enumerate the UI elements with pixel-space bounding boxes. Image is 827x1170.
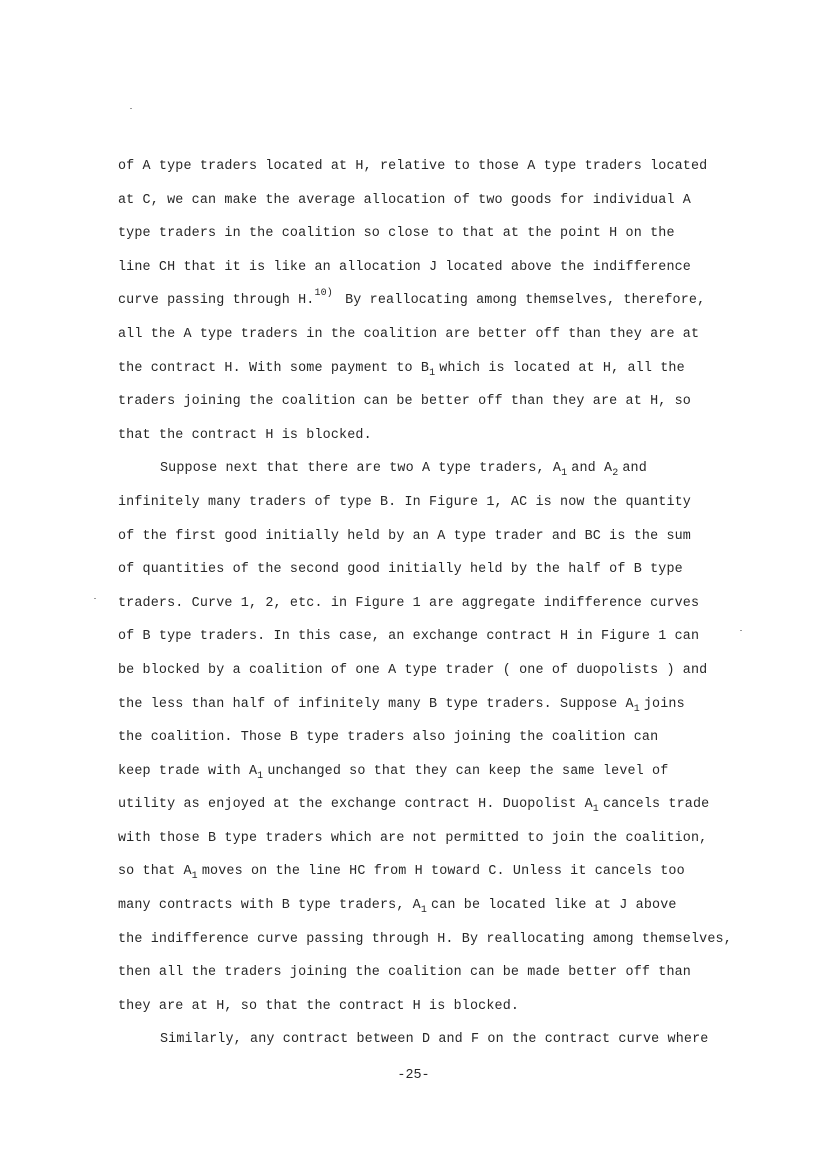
text-line [118,755,758,789]
text-line [118,688,758,722]
text-line [118,352,758,386]
text-line [118,452,758,486]
footnote-ref: 10) [314,288,333,300]
text-run: which is located at H, all the [439,360,685,376]
text-line [118,251,758,285]
text-line [118,419,758,453]
text-run: many contracts with B type traders, A [118,898,421,914]
text-run: and A [571,461,613,477]
text-run: they are at H, so that the contract H is blocked. [118,998,520,1014]
body-text [118,150,758,1057]
subscript: 1 [191,871,198,883]
text-line [118,284,758,318]
text-run: of A type traders located at H, relative to those A type traders located [118,159,708,174]
subscript: 1 [633,703,640,715]
scan-speck [94,598,96,599]
text-line [118,150,758,184]
text-line [118,620,758,654]
text-line [118,990,758,1024]
text-run: traders joining the coalition can be better off than they are at H, so [118,394,691,410]
text-run: utility as enjoyed at the exchange contract H. Duopolist A [118,797,593,813]
subscript: 1 [592,804,599,816]
text-run: with those B type traders which are not permitted to join the coalition, [118,830,708,846]
subscript: 1 [561,468,568,480]
text-line [118,788,758,822]
text-line [118,654,758,688]
text-run: of B type traders. In this case, an exchange contract H in Figure 1 can [118,629,700,645]
text-line [118,385,758,419]
text-run: cancels trade [602,797,710,813]
text-line [118,822,758,856]
text-run: Suppose next that there are two A type traders, A [160,461,562,477]
text-run: that the contract H is blocked. [118,427,372,443]
scan-speck [130,108,132,109]
subscript: 1 [420,905,428,917]
text-run: the contract H. With some payment to B [118,360,430,376]
text-run: unchanged so that they can keep the same level of [267,763,669,779]
text-run: of the first good initially held by an A type trader and BC is the sum [118,528,691,544]
text-run: infinitely many traders of type B. In Figure 1, AC is now the quantity [118,494,691,510]
text-line [118,855,758,889]
text-line [118,486,758,520]
subscript: 1 [257,770,264,782]
text-run: and [622,461,647,477]
text-run: then all the traders joining the coalition can be made better off than [118,965,691,981]
text-run: traders. Curve 1, 2, etc. in Figure 1 are aggregate indifference curves [118,595,700,611]
text-run: can be located like at J above [431,898,677,914]
text-line [118,217,758,251]
text-line [118,1023,758,1057]
text-run: of quantities of the second good initially held by the half of B type [118,562,683,578]
subscript: 1 [429,367,436,379]
text-run: joins [643,696,685,712]
text-line [118,587,758,621]
text-run: the coalition. Those B type traders also joining the coalition can [118,730,659,746]
text-line [118,721,758,755]
text-run: the indifference curve passing through H. By reallocating among themselves, [118,931,732,947]
text-run: By reallocating among themselves, therefore, [336,293,706,309]
text-run: all the A type traders in the coalition are better off than they are at [118,326,700,342]
text-run: line CH that it is like an allocation J located above the indifference [118,259,691,275]
text-run: keep trade with A [118,763,258,779]
text-run: type traders in the coalition so close to that at the point H on the [118,226,675,242]
text-run: curve passing through H. [118,293,315,309]
subscript: 2 [612,468,619,480]
text-line [118,520,758,554]
text-run: the less than half of infinitely many B type traders. Suppose A [118,696,634,712]
text-line [118,956,758,990]
text-run: be blocked by a coalition of one A type trader ( one of duopolists ) and [118,662,708,678]
text-run: at C, we can make the average allocation of two goods for individual A [118,192,691,208]
text-run: moves on the line HC from H toward C. Unless it cancels too [201,864,685,880]
text-line [118,184,758,218]
text-line [118,318,758,352]
page-number: -25- [397,1068,430,1083]
text-line [118,923,758,957]
text-line [118,889,758,923]
text-run: so that A [118,864,192,880]
text-line [118,553,758,587]
text-run: Similarly, any contract between D and F on the contract curve where [160,1032,709,1048]
